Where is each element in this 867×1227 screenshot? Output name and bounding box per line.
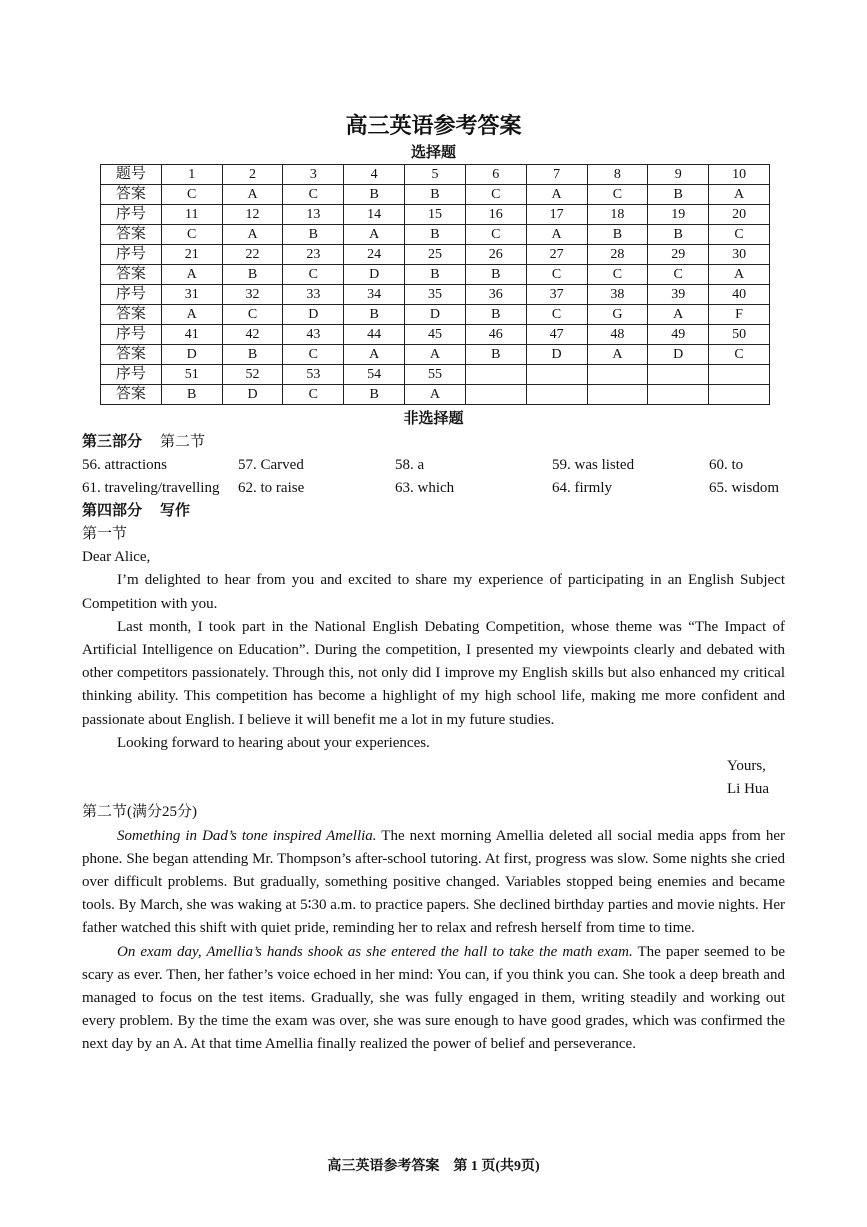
table-cell: 10 — [709, 165, 770, 185]
table-cell: 27 — [526, 245, 587, 265]
table-cell: C — [709, 345, 770, 365]
table-cell: 24 — [344, 245, 405, 265]
table-cell: 35 — [405, 285, 466, 305]
table-cell: B — [648, 225, 709, 245]
part4-heading-b: 写作 — [160, 503, 191, 519]
letter-closing: Yours, — [727, 758, 766, 775]
table-cell — [526, 365, 587, 385]
table-cell: 54 — [344, 365, 405, 385]
table-cell: 21 — [161, 245, 222, 265]
table-cell — [709, 365, 770, 385]
table-cell: D — [526, 345, 587, 365]
table-cell: 41 — [161, 325, 222, 345]
table-cell: 46 — [465, 325, 526, 345]
table-cell: 51 — [161, 365, 222, 385]
table-cell: D — [222, 385, 283, 405]
row-label: 答案 — [101, 345, 162, 365]
table-cell: C — [161, 185, 222, 205]
table-cell: 47 — [526, 325, 587, 345]
answer-57: 57. Carved — [238, 457, 304, 473]
table-cell: 52 — [222, 365, 283, 385]
table-cell: 15 — [405, 205, 466, 225]
letter-paragraph-3: Looking forward to hearing about your experiences. — [117, 734, 430, 751]
table-cell: B — [405, 225, 466, 245]
table-cell: 11 — [161, 205, 222, 225]
table-cell: A — [648, 305, 709, 325]
row-label: 答案 — [101, 185, 162, 205]
table-cell: 30 — [709, 245, 770, 265]
table-cell: 49 — [648, 325, 709, 345]
table-cell: A — [587, 345, 648, 365]
answer-table-row — [101, 285, 770, 305]
table-cell: 42 — [222, 325, 283, 345]
answer-table-row — [101, 325, 770, 345]
table-cell: B — [465, 265, 526, 285]
row-label: 序号 — [101, 325, 162, 345]
table-cell: C — [283, 345, 344, 365]
continuation-paragraph-2-lead: On exam day, Amellia’s hands shook as she entered the hall to take the math exam. — [117, 943, 633, 960]
table-cell: A — [709, 185, 770, 205]
table-cell: B — [465, 345, 526, 365]
table-cell: 40 — [709, 285, 770, 305]
letter-salutation: Dear Alice, — [82, 549, 151, 566]
answer-63: 63. which — [395, 480, 455, 496]
table-cell: 6 — [465, 165, 526, 185]
table-cell: 4 — [344, 165, 405, 185]
row-label: 答案 — [101, 225, 162, 245]
part4-heading — [82, 500, 785, 523]
table-cell: A — [222, 225, 283, 245]
table-cell: 29 — [648, 245, 709, 265]
table-cell: 26 — [465, 245, 526, 265]
table-cell: D — [283, 305, 344, 325]
table-cell: 33 — [283, 285, 344, 305]
table-cell: C — [648, 265, 709, 285]
table-cell: B — [648, 185, 709, 205]
table-cell: C — [587, 265, 648, 285]
answer-60: 60. to — [709, 457, 744, 473]
multiple-choice-heading: 选择题 — [410, 145, 456, 161]
section1-heading: 第一节 — [82, 526, 128, 542]
table-cell: 14 — [344, 205, 405, 225]
table-cell: 5 — [405, 165, 466, 185]
table-cell: B — [587, 225, 648, 245]
continuation-paragraph-2-body: The paper seemed to be scary as ever. Then, her father’s voice echoed in her mind: You can, if you think you can. She took a deep breath and managed to focus on the test items. Gradually, she was fully engaged in them, writing steadily and working out every problem. By the time the exam was over, she was sure enough to have good grades, which was confirmed the next day by an A. At that time Amellia finally realized the power of belief and perseverance. — [82, 943, 785, 1053]
answer-61: 61. traveling/travelling — [82, 480, 220, 496]
answer-table-row — [101, 265, 770, 285]
table-cell: 28 — [587, 245, 648, 265]
table-cell: F — [709, 305, 770, 325]
table-cell: 13 — [283, 205, 344, 225]
table-cell: C — [161, 225, 222, 245]
answer-table-row — [101, 225, 770, 245]
part4-heading-a: 第四部分 — [82, 503, 143, 519]
answer-64: 64. firmly — [552, 480, 612, 496]
table-cell: 53 — [283, 365, 344, 385]
fill-answers-row-2 — [82, 477, 785, 500]
table-cell: 2 — [222, 165, 283, 185]
table-cell: B — [344, 385, 405, 405]
letter-paragraph-1: I’m delighted to hear from you and excited to share my experience of participating in an English Subject Competition with you. — [82, 572, 785, 612]
table-cell: A — [526, 185, 587, 205]
table-cell: B — [222, 345, 283, 365]
letter-signature: Li Hua — [727, 781, 770, 798]
table-cell: C — [465, 185, 526, 205]
answer-table-row — [101, 205, 770, 225]
table-cell: 48 — [587, 325, 648, 345]
answer-key-page — [82, 110, 785, 1057]
answer-table — [100, 164, 770, 405]
table-cell: A — [161, 265, 222, 285]
section2-heading: 第二节(满分25分) — [82, 804, 197, 821]
non-multiple-choice-heading: 非选择题 — [403, 411, 464, 427]
answer-59: 59. was listed — [552, 457, 635, 473]
answer-58: 58. a — [395, 457, 425, 473]
table-cell: 36 — [465, 285, 526, 305]
table-cell: A — [344, 345, 405, 365]
table-cell: 38 — [587, 285, 648, 305]
continuation-paragraph-2 — [82, 941, 785, 1057]
row-label: 序号 — [101, 365, 162, 385]
fill-answers-row-1 — [82, 454, 785, 477]
table-cell: 43 — [283, 325, 344, 345]
row-label: 序号 — [101, 285, 162, 305]
table-cell: 34 — [344, 285, 405, 305]
part3-heading-b: 第二节 — [160, 434, 206, 450]
table-cell: 12 — [222, 205, 283, 225]
row-label: 序号 — [101, 205, 162, 225]
table-cell: 19 — [648, 205, 709, 225]
table-cell: B — [465, 305, 526, 325]
page-title: 高三英语参考答案 — [345, 113, 522, 138]
row-label: 序号 — [101, 245, 162, 265]
answer-56: 56. attractions — [82, 457, 167, 473]
answer-table-row — [101, 165, 770, 185]
table-cell: D — [405, 305, 466, 325]
table-cell: A — [405, 385, 466, 405]
table-cell: 25 — [405, 245, 466, 265]
table-cell: A — [344, 225, 405, 245]
table-cell: 1 — [161, 165, 222, 185]
table-cell: G — [587, 305, 648, 325]
table-cell — [587, 365, 648, 385]
page-footer: 高三英语参考答案 第 1 页(共9页) — [327, 1159, 540, 1174]
table-cell: 32 — [222, 285, 283, 305]
answer-table-row — [101, 365, 770, 385]
table-cell: A — [405, 345, 466, 365]
table-cell — [709, 385, 770, 405]
table-cell: 8 — [587, 165, 648, 185]
table-cell — [587, 385, 648, 405]
table-cell: 44 — [344, 325, 405, 345]
table-cell: C — [526, 265, 587, 285]
table-cell: C — [283, 265, 344, 285]
answer-65: 65. wisdom — [709, 480, 780, 496]
table-cell: 22 — [222, 245, 283, 265]
table-cell: 7 — [526, 165, 587, 185]
table-cell: 23 — [283, 245, 344, 265]
table-cell — [465, 365, 526, 385]
table-cell: 45 — [405, 325, 466, 345]
table-cell — [648, 385, 709, 405]
table-cell: 37 — [526, 285, 587, 305]
table-cell: B — [283, 225, 344, 245]
table-cell: B — [222, 265, 283, 285]
table-cell: B — [344, 305, 405, 325]
table-cell: B — [405, 265, 466, 285]
table-cell: C — [465, 225, 526, 245]
table-cell: D — [344, 265, 405, 285]
answer-table-row — [101, 385, 770, 405]
table-cell — [648, 365, 709, 385]
row-label: 题号 — [101, 165, 162, 185]
table-cell: C — [587, 185, 648, 205]
answer-table-row — [101, 185, 770, 205]
row-label: 答案 — [101, 305, 162, 325]
table-cell: A — [526, 225, 587, 245]
table-cell: 9 — [648, 165, 709, 185]
table-cell: C — [283, 385, 344, 405]
part3-heading — [82, 431, 785, 454]
table-cell: A — [222, 185, 283, 205]
answer-table-row — [101, 305, 770, 325]
table-cell: C — [222, 305, 283, 325]
continuation-paragraph-1-lead: Something in Dad’s tone inspired Amellia. — [117, 827, 377, 844]
letter-paragraph-2: Last month, I took part in the National English Debating Competition, whose theme was “The Impact of Artificial Intelligence on Education”. During the competition, I presented my viewpoints clearly and debated with other competitors passionately. Through this, not only did I improve my English skills but also enhanced my critical thinking ability. This competition has become a highlight of my high school life, making me more confident and passionate about English. I believe it will benefit me a lot in my future studies. — [82, 618, 785, 728]
table-cell: 39 — [648, 285, 709, 305]
table-cell: B — [161, 385, 222, 405]
answer-62: 62. to raise — [238, 480, 305, 496]
answer-table-row — [101, 245, 770, 265]
table-cell: C — [283, 185, 344, 205]
table-cell: 18 — [587, 205, 648, 225]
continuation-paragraph-1-body: The next morning Amellia deleted all social media apps from her phone. She began attending Mr. Thompson’s after-school tutoring. At first, progress was slow. Some nights she cried over difficult problems. But gradually, something positive changed. Variables stopped being enemies and became tools. By March, she was waking at 5∶30 a.m. to practice papers. She declined birthday parties and movie nights. Her father watched this shift with quiet pride, reminding her to relax and refresh herself from time to time. — [82, 827, 785, 937]
table-cell: 55 — [405, 365, 466, 385]
table-cell: D — [648, 345, 709, 365]
table-cell: B — [405, 185, 466, 205]
table-cell: B — [344, 185, 405, 205]
row-label: 答案 — [101, 385, 162, 405]
table-cell: 20 — [709, 205, 770, 225]
answer-table-row — [101, 345, 770, 365]
table-cell: 3 — [283, 165, 344, 185]
continuation-paragraph-1 — [82, 825, 785, 941]
table-cell: D — [161, 345, 222, 365]
part3-heading-a: 第三部分 — [82, 434, 143, 450]
table-cell: A — [161, 305, 222, 325]
table-cell: C — [709, 225, 770, 245]
table-cell: 16 — [465, 205, 526, 225]
table-cell: A — [709, 265, 770, 285]
table-cell: C — [526, 305, 587, 325]
table-cell: 17 — [526, 205, 587, 225]
table-cell: 31 — [161, 285, 222, 305]
row-label: 答案 — [101, 265, 162, 285]
table-cell — [526, 385, 587, 405]
table-cell: 50 — [709, 325, 770, 345]
table-cell — [465, 385, 526, 405]
